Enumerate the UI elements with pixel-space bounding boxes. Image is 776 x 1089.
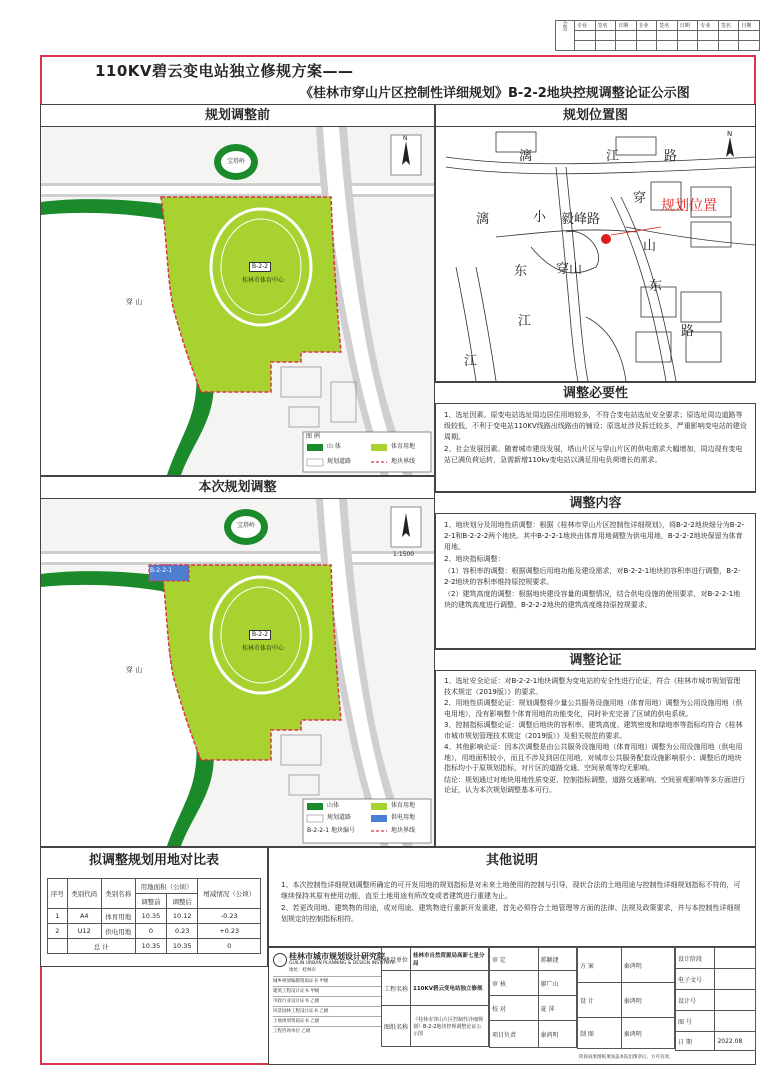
location-heading: 规划位置图 <box>436 105 755 127</box>
after-panel <box>40 476 435 847</box>
footer-note: 阶段成果图纸须加盖本院出图章后，方可有效。 <box>579 1055 674 1060</box>
area-compare-panel <box>40 847 268 967</box>
title-block-roles <box>489 947 577 1048</box>
role-label: 审 核 <box>490 971 539 996</box>
after-legend-5: 地块编号 <box>331 827 356 834</box>
after-parcel-name: 桂林市体育中心 <box>242 645 285 652</box>
role-name: 蒋颖捷 <box>538 948 576 971</box>
before-parcel-code: B-2-2 <box>249 262 271 272</box>
cert-line: 工程咨询单位 乙级 <box>273 1026 381 1036</box>
after-parcel-sub: B-2-2-1 <box>150 567 173 574</box>
table-row <box>48 909 261 924</box>
necessity-panel <box>435 382 756 492</box>
area-cell: U12 <box>67 924 101 939</box>
role-name: 秦鸿明 <box>621 948 674 983</box>
area-cell: 供电用地 <box>101 924 135 939</box>
area-h-0: 序号 <box>48 879 68 909</box>
client-value: 桂林市自然资源局高新七星分局 <box>411 948 489 971</box>
loc-road-13: 江 <box>518 314 532 329</box>
area-compare-heading: 拟调整规划用地对比表 <box>88 853 219 868</box>
argument-text <box>444 676 747 797</box>
location-map <box>436 127 755 381</box>
area-cell: 总 计 <box>67 939 135 954</box>
rev-h4: 签名 <box>657 21 678 31</box>
role-label: 制 图 <box>578 1018 622 1049</box>
argument-p2: 3、控制指标调整论证：调整后地块的容积率、建筑高度、建筑密度和绿地率等指标均符合《桂林市城市规划管理技术规定（2019版）》及相关规范的要求。 <box>444 721 743 740</box>
cert-line: 风景园林工程设计证书 乙级 <box>273 1006 381 1016</box>
after-legend-4: B-2-2-1 <box>307 827 330 834</box>
content-heading: 调整内容 <box>435 492 756 514</box>
area-h-3: 用地面积（公顷） <box>135 879 198 894</box>
other-notes-p0: 1、本次控制性详细规划调整所确定的可开发用地的规划指标是对未来土地使用的控制与引导，现状合法的土地用途与控制性详细规划指标不符的，可继续保持其原有使用功能，直至土地用途有所改变或者建筑进行重建为止。 <box>281 881 741 900</box>
cert-line: 市政行业设计证书 乙级 <box>273 996 381 1006</box>
loc-road-7: 毅峰路 <box>561 212 601 227</box>
drawing-label: 图纸名称 <box>382 1006 411 1047</box>
role-name: 秦鸿明 <box>621 1018 674 1049</box>
loc-road-10: 江 <box>464 354 478 369</box>
other-notes-p1: 2、若更改用地、建筑物的用途，或对用途、建筑物进行重新开发重建，首先必须符合土地管理等方面的法律、法规及政策要求，并与本控制性详细规划规定的控制指标相符。 <box>281 904 741 923</box>
before-legend-3: 地块界线 <box>391 458 416 465</box>
before-parcel-name: 桂林市体育中心 <box>242 277 285 284</box>
loc-road-0: 漓 <box>519 149 533 164</box>
argument-p1: 2、用地性质调整论证：规划调整将少量公共服务设施用地（体育用地）调整为公用设施用地（供电用地），没有影响整个体育用地的功能变化，同时补充完善了区域的供电系统。 <box>444 699 743 718</box>
necessity-p0: 1、选址因素。原变电站选址周边居住用地较多，不符合变电站选址安全要求；原选址周边道路等级较低，不利于变电站110KV线路出线路由的铺设；原选址涉及拆迁较多，严重影响变电站的建设周期。 <box>444 411 747 441</box>
table-row <box>48 939 261 954</box>
after-legend-6: 地块界线 <box>391 827 416 834</box>
area-cell: 10.35 <box>167 939 198 954</box>
rev-h3: 专业 <box>636 21 657 31</box>
content-p2: （1）容积率的调整：根据调整后用地功能及建设需求，对B-2-2-1地块的容积率进行调整，B-2-2-2地块的容积率维持原控规要求。 <box>444 567 741 586</box>
content-panel <box>435 492 756 649</box>
rev-h7: 签名 <box>718 21 739 31</box>
after-hill-label: 宝塔岭 <box>237 522 256 529</box>
title-block-fields <box>381 947 489 1047</box>
date-value: 2022.08 <box>715 1032 756 1051</box>
after-parcel-code: B-2-2 <box>249 630 271 640</box>
loc-road-3: 穿 <box>633 191 647 206</box>
loc-road-11: 小 <box>533 210 547 225</box>
role-label: 审 定 <box>490 948 539 971</box>
role-name: 秦鸿明 <box>621 983 674 1018</box>
content-p0: 1、地块划分及用地性质调整：根据《桂林市穿山片区控制性详细规划》，将B-2-2地块细分为B-2-2-1和B-2-2-2两个地块。其中B-2-2-1地块由体育用地调整为供电用地，B-2-2-2地块保留为体育用地。 <box>444 521 745 551</box>
area-h-2: 类别名称 <box>101 879 135 909</box>
compass-icon <box>391 135 421 175</box>
revision-table <box>555 20 760 51</box>
area-cell <box>48 939 68 954</box>
argument-panel <box>435 649 756 847</box>
role-label: 方 案 <box>578 948 622 983</box>
necessity-p1: 2、社会发展因素。随着城市建设发展，塔山片区与穿山片区的供电需求大幅增加，周边现有变电站已满负荷运转，急需新增110kv变电站以满足用电负荷增长的需求。 <box>444 445 743 464</box>
project-value: 110KV碧云变电站独立修规 <box>411 971 489 1006</box>
area-h-sub-0: 调整前 <box>135 894 166 909</box>
location-marker-label: 规划位置 <box>661 198 717 214</box>
institute-logo <box>273 953 287 967</box>
argument-p3: 4、其他影响论证：因本次调整是由公共服务设施用地（体育用地）调整为公用设施用地（供电用地），用地面积较小，而且不涉及到居住用地，对城市公共服务配套设施影响很小；调整后的地块指标均小于原规划指标，对片区的道路交通、空间景观等均无影响。 <box>444 743 743 772</box>
role-label: 设 计 <box>578 983 622 1018</box>
location-compass-label: N <box>727 130 733 138</box>
area-cell: 0 <box>135 924 166 939</box>
other-notes-heading: 其他说明 <box>485 853 538 868</box>
loc-road-2: 路 <box>664 149 678 164</box>
cert-line: 土地规划资质证书 乙级 <box>273 1016 381 1026</box>
argument-p0: 1、选址安全论证：对B-2-2-1地块调整为变电站的安全性进行论证，符合《桂林市城市规划管理技术规定（2019版）》的要求。 <box>444 677 741 696</box>
other-notes-panel <box>268 847 756 947</box>
before-hill-label: 宝塔岭 <box>227 158 246 165</box>
area-cell: -0.23 <box>198 909 261 924</box>
stage-label: 设计号 <box>676 990 715 1011</box>
project-label: 工程名称 <box>382 971 411 1006</box>
after-map <box>41 499 434 846</box>
loc-road-8: 穿山 <box>556 262 583 277</box>
area-cell: 1 <box>48 909 68 924</box>
content-p3: （2）建筑高度的调整：根据地块建设容量的调整情况，结合供电设施的使用要求，对B-2-2-1地块的建筑高度进行调整，B-2-2-2地块的建筑高度维持原控规要求。 <box>444 590 741 609</box>
area-cell: 2 <box>48 924 68 939</box>
client-label: 建设单位 <box>382 948 411 971</box>
before-legend-0: 山 体 <box>327 443 341 450</box>
before-map <box>41 127 434 475</box>
after-legend-3: 供电用地 <box>391 814 416 821</box>
area-h-1: 类别代码 <box>67 879 101 909</box>
title-block-roles-2 <box>577 947 675 1049</box>
before-legend-title: 图 例 <box>306 433 320 440</box>
title-line-2: 《桂林市穿山片区控制性详细规划》B-2-2地块控规调整论证公示图 <box>300 86 690 101</box>
role-name: 廖广山 <box>538 971 576 996</box>
revision-side-label: 会签 <box>556 21 575 51</box>
loc-road-12: 东 <box>514 264 528 279</box>
after-legend-0: 山体 <box>327 802 340 809</box>
after-heading: 本次规划调整 <box>41 477 434 499</box>
after-legend-2: 规划道路 <box>327 814 352 821</box>
cert-line: 建筑工程设计证书 甲级 <box>273 986 381 996</box>
location-panel <box>435 104 756 382</box>
svg-text:N: N <box>403 135 408 142</box>
role-label: 校 对 <box>490 996 539 1021</box>
role-name: 夏 萍 <box>538 996 576 1021</box>
loc-road-1: 江 <box>606 149 620 164</box>
area-cell: 体育用地 <box>101 909 135 924</box>
cert-list <box>273 976 381 1036</box>
area-h-5: 增减情况（公顷） <box>198 879 261 909</box>
compass-icon <box>391 507 421 547</box>
necessity-text <box>444 410 747 467</box>
loc-road-9: 漓 <box>476 212 490 227</box>
institute-name-en: GUILIN URBAN PLANNING & DESIGN INSTITUTE <box>289 961 395 966</box>
rev-h8: 日期 <box>739 21 760 31</box>
role-label: 项目负责 <box>490 1021 539 1048</box>
area-cell: 10.35 <box>135 939 166 954</box>
argument-heading: 调整论证 <box>435 649 756 671</box>
title-line-1: 110KV碧云变电站独立修规方案—— <box>95 62 354 80</box>
drawing-value: 《桂林市穿山片区控制性详细规划》B-2-2地块控规调整论证公示图 <box>411 1006 489 1047</box>
rev-h6: 专业 <box>698 21 719 31</box>
institute-name: 桂林市城市规划设计研究院 <box>289 952 385 961</box>
before-heading: 规划调整前 <box>41 105 434 127</box>
stage-label: 电子文号 <box>676 969 715 990</box>
area-cell: 10.12 <box>167 909 198 924</box>
stage-label: 日 期 <box>676 1032 715 1051</box>
area-cell: 10.35 <box>135 909 166 924</box>
title-block <box>268 947 756 1065</box>
location-marker-icon <box>601 234 611 244</box>
loc-road-5: 东 <box>649 279 663 294</box>
before-legend-2: 规划道路 <box>327 458 352 465</box>
other-notes-text <box>281 880 747 926</box>
area-cell: 0 <box>198 939 261 954</box>
area-cell: A4 <box>67 909 101 924</box>
stage-label: 设计阶段 <box>676 948 715 969</box>
area-h-sub-1: 调整后 <box>167 894 198 909</box>
rev-h1: 签名 <box>595 21 616 31</box>
title-block-stage <box>675 947 756 1051</box>
before-panel <box>40 104 435 476</box>
after-mountain-label: 穿 山 <box>126 666 143 674</box>
after-legend-1: 体育用地 <box>391 802 416 809</box>
area-cell: +0.23 <box>198 924 261 939</box>
rev-h2: 日期 <box>616 21 637 31</box>
rev-h5: 日期 <box>677 21 698 31</box>
after-scale: 1:1500 <box>393 551 415 558</box>
area-cell: 0.23 <box>167 924 198 939</box>
role-name: 秦鸿明 <box>538 1021 576 1048</box>
table-row <box>48 924 261 939</box>
cert-line: 城乡规划编制资质证书 甲级 <box>273 976 381 986</box>
stage-label: 图 号 <box>676 1011 715 1032</box>
rev-h0: 专业 <box>575 21 596 31</box>
loc-road-4: 山 <box>643 239 657 254</box>
content-text <box>444 520 747 612</box>
area-compare-table <box>47 878 261 954</box>
before-legend-1: 体育用地 <box>391 443 416 450</box>
content-p1: 2、地块指标调整： <box>444 555 505 563</box>
loc-road-6: 路 <box>681 324 695 339</box>
necessity-heading: 调整必要性 <box>435 382 756 404</box>
institute-addr: 地址：桂林市 <box>289 968 316 973</box>
argument-p4: 结论：规划通过对地块用地性质变更、控制指标调整、道路交通影响、空间景观影响等多方面进行论证，认为本次规划调整基本可行。 <box>444 775 745 794</box>
before-mountain-label: 穿 山 <box>126 298 143 306</box>
